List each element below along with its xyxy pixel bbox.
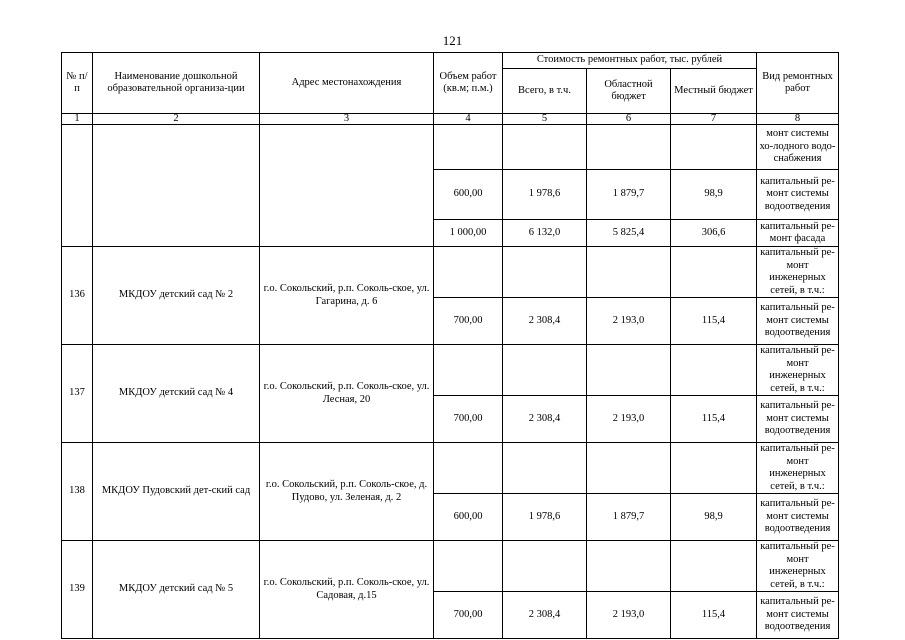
work-type-cell: капитальный ре-монт системы водоотведения: [757, 494, 839, 541]
header-cost-group: Стоимость ремонтных работ, тыс. рублей: [503, 53, 757, 69]
work-type-cell: капитальный ре-монт инженерных сетей, в т.ч.:: [757, 247, 839, 298]
organization-name: МКДОУ детский сад № 2: [93, 247, 260, 345]
total-cell: [503, 443, 587, 494]
organization-address: г.о. Сокольский, р.п. Соколь-ское, ул. Гагарина, д. 6: [260, 247, 434, 345]
header-regional: Областной бюджет: [587, 69, 671, 114]
regional-cell: [587, 125, 671, 170]
regional-cell: 2 193,0: [587, 298, 671, 345]
header-total: Всего, в т.ч.: [503, 69, 587, 114]
local-cell: [671, 443, 757, 494]
work-type-cell: капитальный ре-монт системы водоотведения: [757, 396, 839, 443]
local-cell: 98,9: [671, 494, 757, 541]
work-type-cell: капитальный ре-монт инженерных сетей, в т.ч.:: [757, 345, 839, 396]
volume-cell: [434, 443, 503, 494]
index-cell: 5: [503, 114, 587, 125]
local-cell: [671, 125, 757, 170]
volume-cell: [434, 247, 503, 298]
table-body: [62, 125, 839, 639]
header-name: Наименование дошкольной образовательной организа-ции: [93, 53, 260, 114]
local-cell: 98,9: [671, 170, 757, 220]
total-cell: [503, 541, 587, 592]
work-type-cell: капитальный ре-монт системы водоотведения: [757, 170, 839, 220]
volume-cell: 700,00: [434, 396, 503, 443]
address-cell: [260, 125, 434, 247]
total-cell: 1 978,6: [503, 170, 587, 220]
volume-cell: 600,00: [434, 494, 503, 541]
work-type-cell: капитальный ре-монт инженерных сетей, в т.ч.:: [757, 443, 839, 494]
repair-works-table: [61, 52, 839, 639]
header-work-type: Вид ремонтных работ: [757, 53, 839, 114]
organization-name: МКДОУ Пудовский дет-ский сад: [93, 443, 260, 541]
local-cell: 115,4: [671, 298, 757, 345]
volume-cell: 700,00: [434, 298, 503, 345]
organization-address: г.о. Сокольский, р.п. Соколь-ское, д. Пудово, ул. Зеленая, д. 2: [260, 443, 434, 541]
entry-number: 138: [62, 443, 93, 541]
local-cell: [671, 541, 757, 592]
name-cell: [93, 125, 260, 247]
regional-cell: [587, 443, 671, 494]
table-row: [62, 541, 839, 592]
volume-cell: [434, 345, 503, 396]
table-row: [62, 247, 839, 298]
organization-address: г.о. Сокольский, р.п. Соколь-ское, ул. Садовая, д.15: [260, 541, 434, 639]
index-cell: 4: [434, 114, 503, 125]
index-cell: 2: [93, 114, 260, 125]
index-cell: 6: [587, 114, 671, 125]
index-cell: 8: [757, 114, 839, 125]
index-cell: 1: [62, 114, 93, 125]
table-row: [62, 345, 839, 396]
regional-cell: 2 193,0: [587, 396, 671, 443]
total-cell: [503, 125, 587, 170]
entry-number: 137: [62, 345, 93, 443]
organization-address: г.о. Сокольский, р.п. Соколь-ское, ул. Лесная, 20: [260, 345, 434, 443]
header-address: Адрес местонахождения: [260, 53, 434, 114]
volume-cell: [434, 125, 503, 170]
total-cell: 2 308,4: [503, 592, 587, 639]
volume-cell: [434, 541, 503, 592]
local-cell: 115,4: [671, 592, 757, 639]
total-cell: 2 308,4: [503, 396, 587, 443]
volume-cell: 1 000,00: [434, 220, 503, 247]
work-type-cell: капитальный ре-монт фасада: [757, 220, 839, 247]
total-cell: [503, 247, 587, 298]
work-type-cell: монт системы хо-лодного водо-снабжения: [757, 125, 839, 170]
num-cell: [62, 125, 93, 247]
organization-name: МКДОУ детский сад № 5: [93, 541, 260, 639]
total-cell: 6 132,0: [503, 220, 587, 247]
header-num: № п/п: [62, 53, 93, 114]
regional-cell: 2 193,0: [587, 592, 671, 639]
index-cell: 7: [671, 114, 757, 125]
work-type-cell: капитальный ре-монт системы водоотведения: [757, 592, 839, 639]
work-type-cell: капитальный ре-монт системы водоотведения: [757, 298, 839, 345]
volume-cell: 600,00: [434, 170, 503, 220]
regional-cell: [587, 345, 671, 396]
local-cell: [671, 345, 757, 396]
total-cell: [503, 345, 587, 396]
local-cell: 115,4: [671, 396, 757, 443]
total-cell: 1 978,6: [503, 494, 587, 541]
regional-cell: [587, 541, 671, 592]
local-cell: 306,6: [671, 220, 757, 247]
header-volume: Объем работ (кв.м; п.м.): [434, 53, 503, 114]
volume-cell: 700,00: [434, 592, 503, 639]
entry-number: 136: [62, 247, 93, 345]
work-type-cell: капитальный ре-монт инженерных сетей, в т.ч.:: [757, 541, 839, 592]
total-cell: 2 308,4: [503, 298, 587, 345]
regional-cell: [587, 247, 671, 298]
local-cell: [671, 247, 757, 298]
header-local: Местный бюджет: [671, 69, 757, 114]
table-row: [62, 443, 839, 494]
entry-number: 139: [62, 541, 93, 639]
regional-cell: 1 879,7: [587, 170, 671, 220]
regional-cell: 5 825,4: [587, 220, 671, 247]
page-number: 121: [442, 33, 463, 48]
table-row: [62, 125, 839, 170]
index-cell: 3: [260, 114, 434, 125]
regional-cell: 1 879,7: [587, 494, 671, 541]
organization-name: МКДОУ детский сад № 4: [93, 345, 260, 443]
